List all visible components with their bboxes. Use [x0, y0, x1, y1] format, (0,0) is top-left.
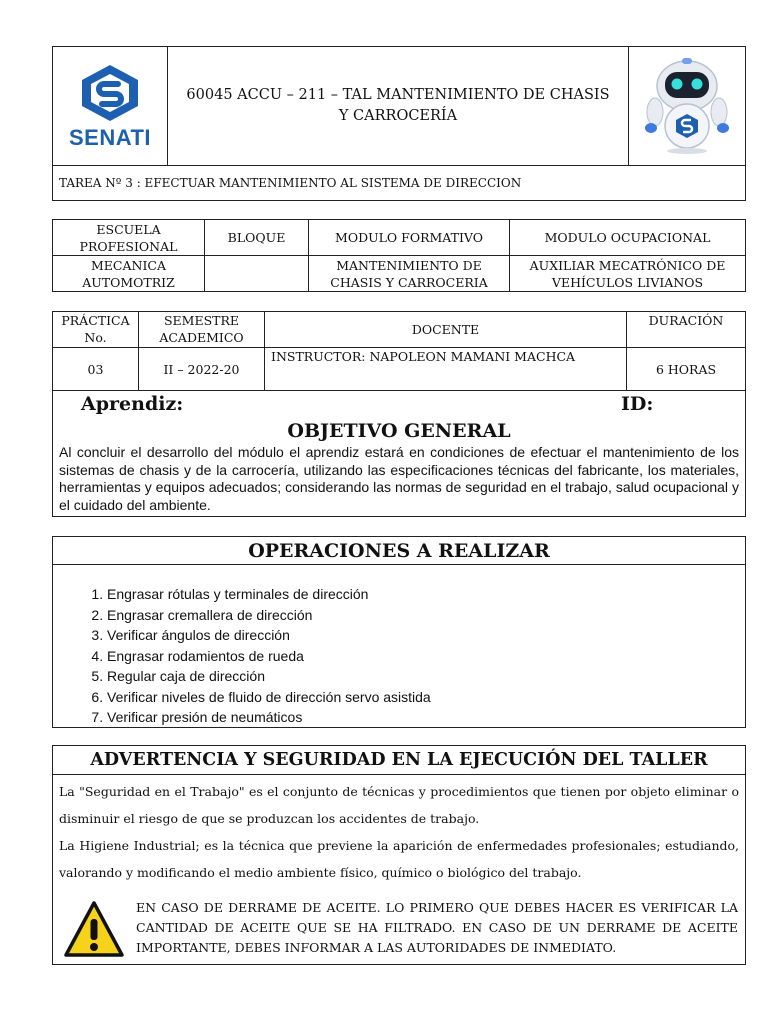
semestre-value: II – 2022-20 [139, 348, 265, 391]
practica-value: 03 [53, 348, 139, 391]
list-item: 5. Regular caja de dirección [107, 666, 745, 687]
senati-logo-icon [78, 63, 142, 123]
logo-cell [53, 47, 168, 166]
advertencia-body [53, 775, 745, 886]
bloque-header: BLOQUE [205, 220, 309, 256]
modulo-formativo-header: MODULO FORMATIVO [309, 220, 510, 256]
modulo-ocupacional-header: MODULO OCUPACIONAL [510, 220, 746, 256]
docente-header: DOCENTE [265, 312, 627, 348]
aprendiz-label: Aprendiz: [81, 393, 184, 415]
logo-text: SENATI [68, 125, 152, 150]
list-item: 1. Engrasar rótulas y terminales de dirección [107, 584, 745, 605]
higiene-paragraph: La Higiene Industrial; es la técnica que previene la aparición de enfermedades profesionales; estudiando, valorando y modificando el medio ambiente físico, químico o biológico del trabajo. [59, 838, 739, 880]
school-value: MECANICA AUTOMOTRIZ [53, 256, 205, 292]
list-item: 4. Engrasar rodamientos de rueda [107, 646, 745, 667]
duracion-header: DURACIÓN [627, 312, 746, 348]
robot-cell [629, 47, 746, 166]
aprendiz-row [52, 391, 746, 417]
duracion-value: 6 HORAS [627, 348, 746, 391]
advertencia-title: ADVERTENCIA Y SEGURIDAD EN LA EJECUCIÓN DEL TALLER [53, 746, 745, 775]
practica-header: PRÁCTICA No. [53, 312, 139, 348]
practice-table [52, 311, 746, 391]
operaciones-title: OPERACIONES A REALIZAR [53, 537, 745, 565]
bloque-value [205, 256, 309, 292]
task-title: TAREA Nº 3 : EFECTUAR MANTENIMIENTO AL SISTEMA DE DIRECCION [53, 166, 746, 201]
advertencia-section [52, 745, 746, 965]
id-label: ID: [621, 393, 654, 415]
header-table [52, 46, 746, 201]
seguridad-paragraph: La "Seguridad en el Trabajo" es el conjunto de técnicas y procedimientos que tienen por objeto eliminar o disminuir el riesgo de que se produzcan los accidentes de trabajo. [59, 784, 739, 826]
list-item: 6. Verificar niveles de fluido de dirección servo asistida [107, 687, 745, 708]
operaciones-section [52, 536, 746, 728]
list-item: 7. Verificar presión de neumáticos [107, 707, 745, 728]
warning-triangle-icon [63, 900, 125, 958]
docente-value: INSTRUCTOR: NAPOLEON MAMANI MACHCA [265, 348, 627, 391]
page-title: 60045 ACCU – 211 – TAL MANTENIMIENTO DE CHASIS Y CARROCERÍA [168, 47, 629, 166]
robot-mascot-icon [631, 56, 743, 156]
warning-text: EN CASO DE DERRAME DE ACEITE. LO PRIMERO QUE DEBES HACER ES VERIFICAR LA CANTIDAD DE ACEITE QUE SE HA FILTRADO. EN CASO DE UN DERRAME DE ACEITE IMPORTANTE, DEBES INFORMAR A LAS AUTORIDADES DE INMEDIATO. [136, 900, 738, 955]
school-table [52, 219, 746, 292]
school-header: ESCUELA PROFESIONAL [53, 220, 205, 256]
objetivo-title: OBJETIVO GENERAL [287, 420, 511, 442]
modulo-ocupacional-value: AUXILIAR MECATRÓNICO DE VEHÍCULOS LIVIANOS [510, 256, 746, 292]
list-item: 3. Verificar ángulos de dirección [107, 625, 745, 646]
objetivo-section [52, 417, 746, 517]
objetivo-text: Al concluir el desarrollo del módulo el aprendiz estará en condiciones de efectuar el mantenimiento de los sistemas de chasis y de la carrocería, utilizando las especificaciones técnicas del fabricante, los materiales, herramientas y equipos adecuados; considerando las normas de seguridad en el trabajo, salud ocupacional y el cuidado del ambiente. [59, 444, 739, 513]
operaciones-list [53, 584, 745, 728]
semestre-header: SEMESTRE ACADEMICO [139, 312, 265, 348]
modulo-formativo-value: MANTENIMIENTO DE CHASIS Y CARROCERIA [309, 256, 510, 292]
list-item: 2. Engrasar cremallera de dirección [107, 605, 745, 626]
